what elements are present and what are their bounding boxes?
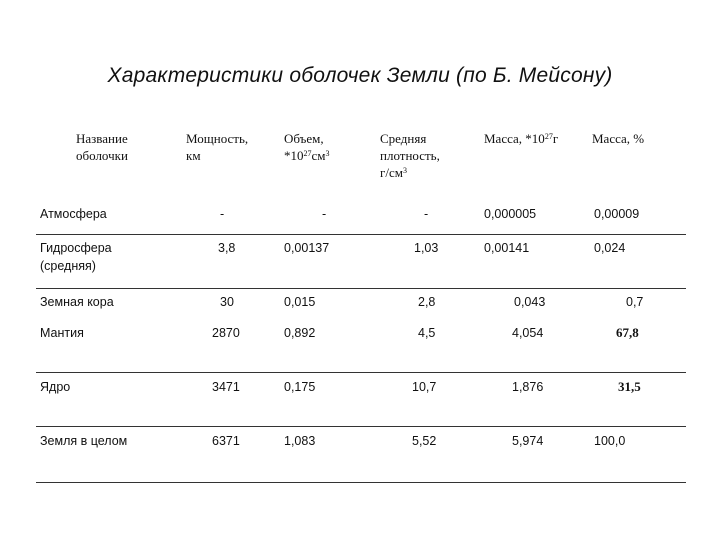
header-volume-line1: Объем, xyxy=(284,131,324,146)
header-volume xyxy=(284,130,330,164)
row-hydrosphere-density: 1,03 xyxy=(414,241,439,255)
row-atmosphere-name: Атмосфера xyxy=(40,207,107,221)
row-mantle-mass-pct: 67,8 xyxy=(616,325,639,340)
header-volume-unit: см xyxy=(311,148,326,163)
row-earth-volume: 1,083 xyxy=(284,434,316,448)
page-title: Характеристики оболочек Земли (по Б. Мейсону) xyxy=(107,64,613,87)
row-core-mass-pct: 31,5 xyxy=(618,379,641,394)
row-divider xyxy=(36,288,686,289)
row-core-thickness: 3471 xyxy=(212,380,240,394)
header-volume-pre: *10 xyxy=(284,148,304,163)
row-crust-volume: 0,015 xyxy=(284,295,316,309)
header-density xyxy=(380,130,440,181)
row-atmosphere-mass: 0,000005 xyxy=(484,207,537,221)
row-earth-thickness: 6371 xyxy=(212,434,240,448)
header-density-line3 xyxy=(380,164,440,181)
row-core-volume: 0,175 xyxy=(284,380,316,394)
header-thickness-line2: км xyxy=(186,148,201,163)
row-crust-mass-pct: 0,7 xyxy=(626,295,644,309)
header-volume-unit-exp: 3 xyxy=(325,149,330,158)
row-mantle-name: Мантия xyxy=(40,326,84,340)
row-hydrosphere-thickness: 3,8 xyxy=(218,241,236,255)
header-name xyxy=(76,130,128,164)
row-crust-density: 2,8 xyxy=(418,295,436,309)
row-hydrosphere-mass: 0,00141 xyxy=(484,241,530,255)
header-volume-line2 xyxy=(284,147,330,164)
row-crust-name: Земная кора xyxy=(40,295,114,309)
header-mass-exp: 27 xyxy=(544,132,553,141)
row-crust-mass: 0,043 xyxy=(514,295,546,309)
row-mantle-thickness: 2870 xyxy=(212,326,240,340)
row-hydrosphere-name2: (средняя) xyxy=(40,259,96,273)
row-mantle-mass: 4,054 xyxy=(512,326,544,340)
header-density-line1: Средняя xyxy=(380,131,427,146)
row-earth-mass: 5,974 xyxy=(512,434,544,448)
row-atmosphere-volume: - xyxy=(322,207,327,221)
row-divider xyxy=(36,372,686,373)
header-name-line2: оболочки xyxy=(76,148,128,163)
row-atmosphere-density: - xyxy=(424,207,429,221)
row-earth-name: Земля в целом xyxy=(40,434,128,448)
row-hydrosphere-volume: 0,00137 xyxy=(284,241,330,255)
header-volume-exp: 27 xyxy=(303,149,312,158)
row-hydrosphere-name: Гидросфера xyxy=(40,241,112,255)
table-bottom-border xyxy=(36,482,686,483)
header-density-unit-exp: 3 xyxy=(402,166,407,175)
row-core-name: Ядро xyxy=(40,380,71,394)
header-mass-unit: г xyxy=(552,131,559,146)
row-earth-density: 5,52 xyxy=(412,434,437,448)
row-crust-thickness: 30 xyxy=(220,295,234,309)
row-divider xyxy=(36,426,686,427)
header-thickness xyxy=(186,130,248,164)
header-density-line2: плотность, xyxy=(380,148,440,163)
header-name-line1: Название xyxy=(76,131,128,146)
row-core-density: 10,7 xyxy=(412,380,437,394)
header-thickness-line1: Мощность, xyxy=(186,131,249,146)
header-mass-pre: Масса, *10 xyxy=(484,131,545,146)
row-atmosphere-thickness: - xyxy=(220,207,225,221)
row-hydrosphere-mass-pct: 0,024 xyxy=(594,241,626,255)
row-mantle-density: 4,5 xyxy=(418,326,436,340)
header-density-unit: г/см xyxy=(380,165,403,180)
row-mantle-volume: 0,892 xyxy=(284,326,316,340)
row-earth-mass-pct: 100,0 xyxy=(594,434,626,448)
row-atmosphere-mass-pct: 0,00009 xyxy=(594,207,640,221)
row-core-mass: 1,876 xyxy=(512,380,544,394)
row-divider xyxy=(36,234,686,235)
header-mass-percent: Масса, % xyxy=(592,131,645,146)
header-mass xyxy=(484,130,558,147)
